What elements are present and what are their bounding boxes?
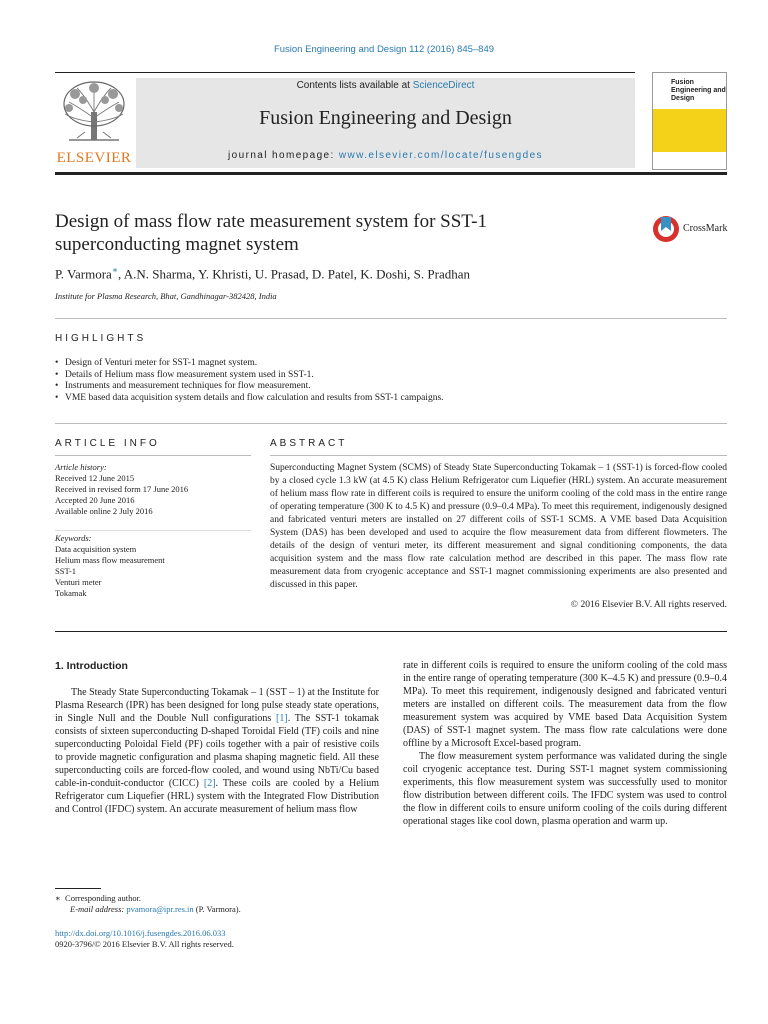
highlight-item: • Details of Helium mass flow measurement system used in SST-1. bbox=[55, 370, 727, 382]
header-top-rule bbox=[55, 72, 635, 73]
keyword: Venturi meter bbox=[55, 577, 102, 587]
contents-prefix: Contents lists available at bbox=[296, 80, 413, 91]
article-title: Design of mass flow rate measurement system for SST-1 superconducting magnet system bbox=[55, 211, 487, 255]
intro-left-column bbox=[55, 686, 379, 816]
article-info-heading: ARTICLE INFO bbox=[55, 438, 160, 449]
keyword: Tokamak bbox=[55, 588, 87, 598]
crossmark-icon bbox=[652, 213, 680, 245]
email-label: E-mail address: bbox=[70, 904, 127, 914]
keywords-label: Keywords: bbox=[55, 533, 92, 543]
keyword: Helium mass flow measurement bbox=[55, 555, 165, 565]
intro-paragraph-continued: rate in different coils is required to ensure the uniform cooling of the cold mass in the entire range of operating temperature (300 K–4.5 K) and pressure (0.9–0.4 MPa). To meet this requirement, indigenously designed and fabricated venturi meters are installed on different coils. The measurement data from the flow measurement system was acquired by VME based Data Acquisition System (DAS) of SST-1 magnet system. The mass flow rate calculations were done offline by a Microsoft Excel-based program. bbox=[403, 660, 727, 749]
header-bottom-rule bbox=[55, 172, 727, 175]
keywords-rule bbox=[55, 530, 251, 531]
co-authors: , A.N. Sharma, Y. Khristi, U. Prasad, D. Patel, K. Doshi, S. Pradhan bbox=[117, 266, 471, 282]
homepage-prefix: journal homepage: bbox=[228, 150, 339, 161]
footnote-corresponding-text: Corresponding author. bbox=[65, 893, 142, 903]
corresponding-author-mark[interactable]: ∗ bbox=[111, 265, 118, 275]
keyword: Data acquisition system bbox=[55, 544, 137, 554]
keyword: SST-1 bbox=[55, 566, 76, 576]
front-matter-divider bbox=[55, 631, 727, 632]
intro-paragraph bbox=[55, 686, 379, 816]
keywords bbox=[55, 533, 251, 599]
publisher-name: ELSEVIER bbox=[56, 150, 132, 166]
journal-name: Fusion Engineering and Design bbox=[259, 107, 512, 129]
highlight-item: • Design of Venturi meter for SST-1 magnet system. bbox=[55, 358, 727, 370]
contents-line bbox=[136, 80, 635, 91]
highlight-item: • VME based data acquisition system details and flow calculation and results from SST-1 campaigns. bbox=[55, 393, 727, 405]
article-info-rule bbox=[55, 455, 251, 456]
highlights-divider bbox=[55, 423, 727, 424]
email-owner: (P. Varmora). bbox=[193, 904, 241, 914]
abstract-rule bbox=[270, 455, 727, 456]
cover-title: Fusion Engineering and Design bbox=[671, 79, 726, 102]
footnote-corresponding bbox=[55, 893, 241, 904]
tree-icon bbox=[55, 78, 133, 150]
issn-copyright: 0920-3796/© 2016 Elsevier B.V. All rights reserved. bbox=[55, 939, 234, 949]
history-label: Article history: bbox=[55, 462, 107, 472]
crossmark-badge[interactable] bbox=[652, 213, 728, 245]
history-online: Available online 2 July 2016 bbox=[55, 506, 153, 516]
corresponding-author-footnote bbox=[55, 893, 241, 915]
intro-text: . These coils are cooled by a Helium Refrigerator cum Liquefier (HRL) system with the Integrated Flow Distribution and Control (IFDC) system. An accurate measurement of helium mass flow bbox=[55, 778, 379, 815]
doi-block bbox=[55, 928, 234, 950]
intro-text: The Steady State Superconducting Tokamak – 1 (SST – 1) at the Institute for Plasma Research (IPR) has been designed for long pulse steady state operations, in Single Null and the Double Null configurations bbox=[55, 687, 379, 724]
author-list bbox=[55, 265, 470, 282]
first-author: P. Varmora bbox=[55, 266, 112, 282]
affiliation: Institute for Plasma Research, Bhat, Gandhinagar-382428, India bbox=[55, 291, 277, 301]
history-accepted: Accepted 20 June 2016 bbox=[55, 495, 135, 505]
reference-link-1[interactable]: [1] bbox=[276, 713, 288, 724]
journal-citation[interactable]: Fusion Engineering and Design 112 (2016) 845–849 bbox=[273, 44, 495, 55]
sciencedirect-link[interactable]: ScienceDirect bbox=[412, 80, 475, 91]
intro-text: . The SST-1 tokamak consists of sixteen superconducting D-shaped Toroidal Field (TF) coils and nine superconducting Poloidal Field (PF) coils together with a pair of resistive coils to provide magnetic configuration and plasma shaping magnetic field. All these superconducting coils are forced-flow cooled, and wound using NbTi/Cu based cable-in-conduit-conductor (CICC) bbox=[55, 713, 379, 789]
highlight-item: • Instruments and measurement techniques for flow measurement. bbox=[55, 381, 727, 393]
intro-paragraph: The flow measurement system performance was validated during the single coil cryogenic acceptance test. During SST-1 magnet system commissioning experiments, this flow measurement system was successfully used to monitor flow distribution between different coils. The IFDC system was used to control the flow in different coils to ensure uniform cooling of the coils during different operational stages like cool down, plasma operation and warm up. bbox=[403, 751, 727, 827]
journal-cover-thumbnail bbox=[652, 72, 727, 170]
article-history bbox=[55, 462, 251, 517]
highlights-heading: HIGHLIGHTS bbox=[55, 333, 147, 344]
abstract-copyright: © 2016 Elsevier B.V. All rights reserved. bbox=[570, 600, 727, 610]
doi-link[interactable]: http://dx.doi.org/10.1016/j.fusengdes.2016.06.033 bbox=[55, 928, 226, 938]
affiliation-divider bbox=[55, 318, 727, 319]
highlights-list bbox=[55, 358, 727, 404]
homepage-link[interactable]: www.elsevier.com/locate/fusengdes bbox=[338, 150, 543, 161]
journal-homepage bbox=[136, 150, 635, 161]
abstract-text: Superconducting Magnet System (SCMS) of Steady State Superconducting Tokamak – 1 (SST-1) is forced-flow cooled by a closed cycle 1.3 kW (at 4.5 K) class Helium Refrigerator cum Liquefier (HRL) system. An accurate measurement of helium mass flow rate in different coils is required to ensure the uniform cooling of the cold mass in the entire range of operating temperature (300 K to 4.5 K) and pressure (0.9–0.4 MPa). To meet this requirement, indigenously designed and fabricated venturi meters are installed on 27 different coils of SST-1 SCMS. A VME based Data Acquisition System (DAS) has been developed and used to acquire the flow measurement data from different flowmeters. The details of the design of venturi meter, its different measurement and signal conditioning components, the data acquisition system and the mass flow rate calculation method are described in this paper. The mass flow rate measurement data from cryogenic acceptance and SST-1 magnet commissioning experiments are also presented and discussed in this paper. bbox=[270, 463, 727, 590]
crossmark-label: CrossMark bbox=[683, 223, 728, 234]
email-link[interactable]: pvamora@ipr.res.in bbox=[126, 904, 194, 914]
section-heading-introduction: 1. Introduction bbox=[55, 660, 128, 672]
history-revised: Received in revised form 17 June 2016 bbox=[55, 484, 189, 494]
reference-link-2[interactable]: [2] bbox=[203, 778, 216, 789]
abstract-heading: ABSTRACT bbox=[270, 438, 348, 449]
footnote-email bbox=[55, 904, 241, 915]
cover-yellow-band bbox=[653, 109, 726, 152]
intro-right-column bbox=[403, 659, 727, 828]
footnote-rule bbox=[55, 888, 101, 889]
history-received: Received 12 June 2015 bbox=[55, 473, 135, 483]
footnote-mark: ∗ bbox=[55, 893, 61, 903]
